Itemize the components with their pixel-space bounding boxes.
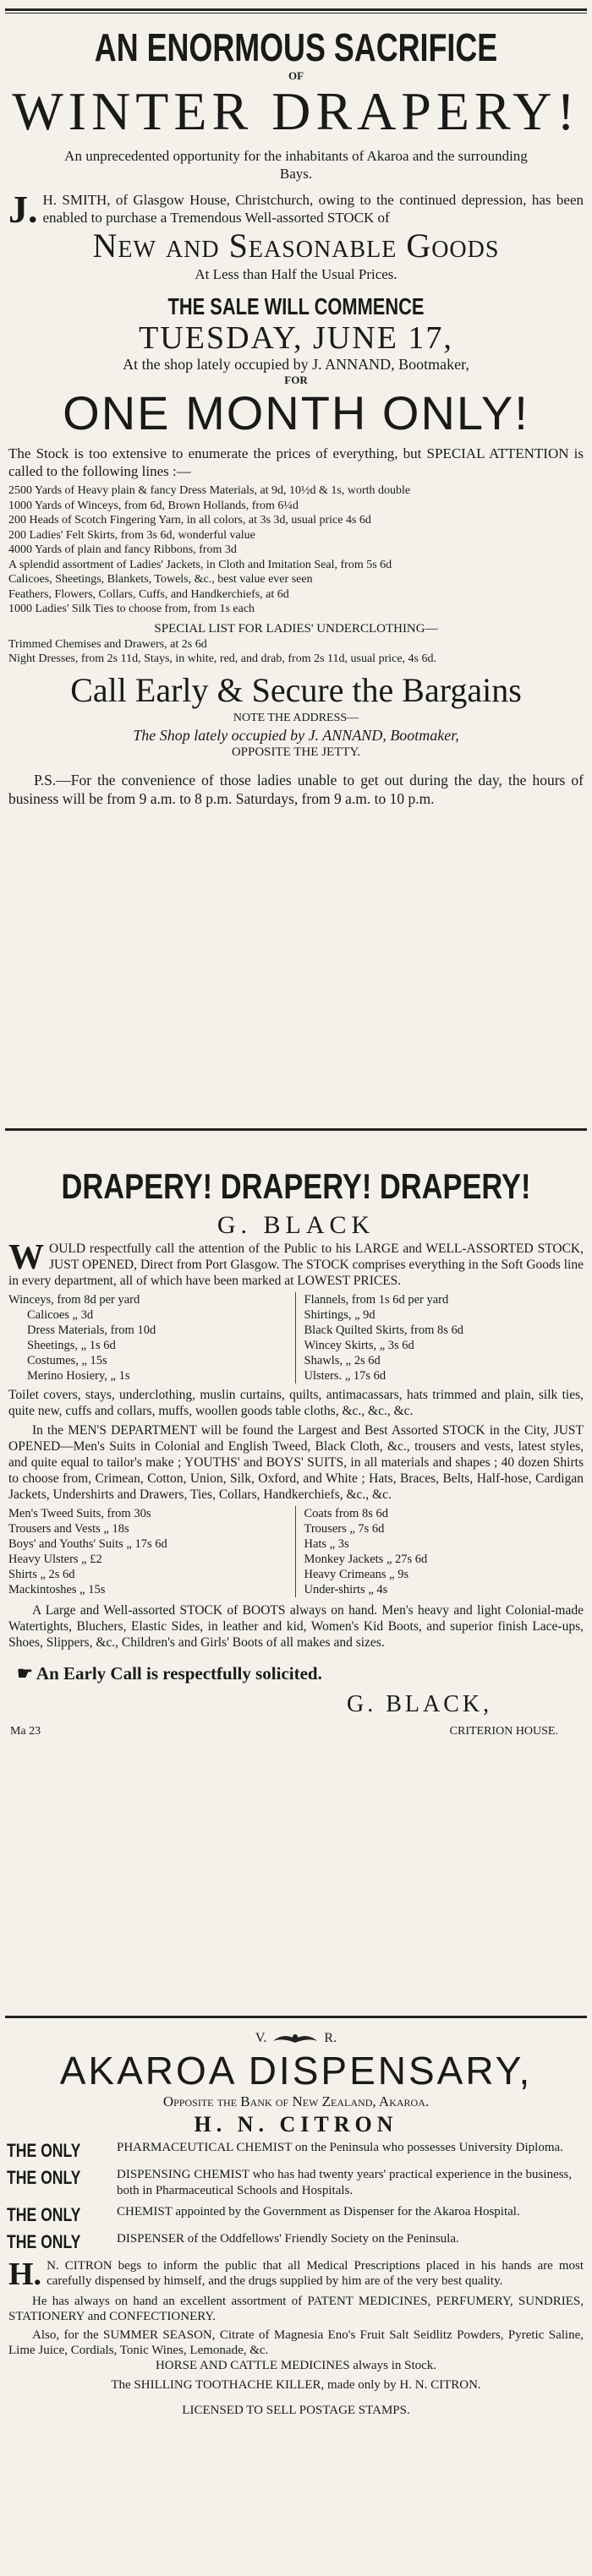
list-item: 200 Heads of Scotch Fingering Yarn, in all colors, at 3s 3d, usual price 4s 6d <box>8 514 371 527</box>
ad3-only-label: THE ONLY <box>7 2167 81 2188</box>
ad3-crest-row <box>0 2028 592 2049</box>
table-row: Calicoes „ 3d <box>27 1308 94 1322</box>
ad2-house: CRITERION HOUSE. <box>449 1725 558 1738</box>
ad1-half-price: At Less than Half the Usual Prices. <box>195 266 397 282</box>
list-item: THE ONLY CHEMIST appointed by the Government as Dispenser for the Akaroa Hospital. <box>7 2204 520 2225</box>
ad3-only-label: THE ONLY <box>7 2231 81 2252</box>
table-row: Monkey Jackets „ 27s 6d <box>304 1553 428 1566</box>
list-item: Feathers, Flowers, Collars, Cuffs, and Handkerchiefs, at 6d <box>8 587 289 601</box>
ad1-date: TUESDAY, JUNE 17, <box>139 320 453 356</box>
list-item: Trimmed Chemises and Drawers, at 2s 6d <box>8 637 207 651</box>
divider-1 <box>5 1128 587 1131</box>
table-row: Merino Hosiery, „ 1s <box>27 1369 130 1383</box>
list-item: A splendid assortment of Ladies' Jackets, in Cloth and Imitation Seal, from 5s 6d <box>8 558 392 571</box>
table-row: Boys' and Youths' Suits „ 17s 6d <box>8 1537 167 1551</box>
ad3-shilling: The SHILLING TOOTHACHE KILLER, made only by H. N. CITRON. <box>111 2378 481 2392</box>
ad1-opposite: OPPOSITE THE JETTY. <box>231 745 361 759</box>
list-item: 200 Ladies' Felt Skirts, from 3s 6d, wonderful value <box>8 528 255 542</box>
ad1-headline2: WINTER DRAPERY! <box>12 81 580 141</box>
ad1-address: The Shop lately occupied by J. ANNAND, Bootmaker, <box>133 726 459 744</box>
ad3-body: H. N. CITRON begs to inform the public that all Medical Prescriptions placed in his hands are most carefully dispensed by himself, and the drugs supplied by him are of the very best quality. <box>8 2257 584 2292</box>
table-row: Trousers and Vests „ 18s <box>8 1522 129 1536</box>
table-row: Trousers „ 7s 6d <box>304 1522 385 1536</box>
ad2-right-prices <box>296 1292 584 1384</box>
ad3-only-label: THE ONLY <box>7 2204 81 2225</box>
list-item: Night Dresses, from 2s 11d, Stays, in white, red, and drab, from 2s 11d, usual price, 4s 6d. <box>8 652 436 665</box>
ad1-ps: P.S.—For the convenience of those ladies unable to get out during the day, the hours of business will be from 9 a.m. to 8 p.m. Saturdays, from 9 a.m. to 10 p.m. <box>8 771 584 807</box>
table-row: Shawls, „ 2s 6d <box>304 1354 381 1367</box>
ad2-boots: A Large and Well-assorted STOCK of BOOTS always on hand. Men's heavy and light Colonial-made Watertights, Bluchers, Elastic Sides, in leather and kid, Women's Kid Boots, and superior finish Lace-ups, Shoes, Slippers, &c., Children's and Girls' Boots of all makes and sizes. <box>8 1603 584 1650</box>
table-row: Ulsters. „ 17s 6d <box>304 1369 386 1383</box>
ad3-name: H. N. CITRON <box>194 2112 398 2137</box>
ad3-patent: He has always on hand an excellent assortment of PATENT MEDICINES, PERFUMERY, SUNDRIES, STATIONERY and CONFECTIONERY. <box>8 2295 584 2323</box>
ad1-headline1: AN ENORMOUS SACRIFICE <box>94 25 498 69</box>
ad1-stock-text: The Stock is too extensive to enumerate the prices of everything, but SPECIAL ATTENTION is called to the following lines :— <box>8 445 584 479</box>
ad2-drop-letter: W <box>8 1238 44 1277</box>
ad2-name: G. BLACK <box>217 1211 375 1239</box>
table-row: Flannels, from 1s 6d per yard <box>304 1293 449 1307</box>
ad1-under-lines <box>8 637 584 667</box>
list-item: THE ONLY DISPENSER of the Oddfellows' Friendly Society on the Peninsula. <box>7 2231 459 2252</box>
ad3-headline: AKAROA DISPENSARY, <box>59 2049 533 2093</box>
dispensary-ad <box>0 2028 592 2419</box>
ad1-lines <box>8 483 584 617</box>
black-drapery-ad <box>0 1166 592 1738</box>
list-item: 1000 Yards of Winceys, from 6d, Brown Hollands, from 6¼d <box>8 499 299 512</box>
ad1-intro: An unprecedented opportunity for the inhabitants of Akaroa and the surrounding Bays. <box>64 148 528 182</box>
ad1-shop: At the shop lately occupied by J. ANNAND, Bootmaker, <box>123 356 469 373</box>
ad2-date-code: Ma 23 <box>10 1725 41 1738</box>
ad2-price-table <box>8 1292 584 1384</box>
winter-drapery-ad <box>0 25 592 808</box>
ad1-drop-letter: J. <box>8 188 38 231</box>
table-row: Winceys, from 8d per yard <box>8 1293 140 1307</box>
ad2-early-call: An Early Call is respectfully solicited. <box>36 1663 322 1684</box>
table-row: Black Quilted Skirts, from 8s 6d <box>304 1323 463 1337</box>
list-item: 1000 Ladies' Silk Ties to choose from, from 1s each <box>8 603 255 615</box>
ad3-opposite: Opposite the Bank of New Zealand, Akaroa. <box>162 2093 430 2109</box>
ad2-body: WOULD respectfully call the attention of the Public to his LARGE and WELL-ASSORTED STOCK, JUST OPENED, Direct from Port Glasgow. The STOCK comprises everything in the Soft Goods line in every department, all of which have been marked at LOWEST PRICES. <box>8 1238 584 1288</box>
list-item: THE ONLY PHARMACEUTICAL CHEMIST on the Peninsula who possesses University Diploma. <box>7 2140 563 2161</box>
table-row: Shirts „ 2s 6d <box>8 1568 75 1581</box>
ad2-mens-table <box>8 1506 584 1597</box>
list-item: Calicoes, Sheetings, Blankets, Towels, &c., best value ever seen <box>8 573 313 586</box>
ad1-one-month: ONE MONTH ONLY! <box>63 386 529 439</box>
table-row: Shirtings, „ 9d <box>304 1308 375 1322</box>
list-item: 2500 Yards of Heavy plain & fancy Dress Materials, at 9d, 10½d & 1s, worth double <box>8 484 411 497</box>
ad2-men-right <box>296 1506 584 1597</box>
table-row: Sheetings, „ 1s 6d <box>27 1339 116 1352</box>
table-row: Heavy Crimeans „ 9s <box>304 1568 409 1581</box>
ad3-r: R. <box>324 2031 337 2045</box>
ad2-headline: DRAPERY! DRAPERY! DRAPERY! <box>61 1166 531 1206</box>
ad3-summer: Also, for the SUMMER SEASON, Citrate of Magnesia Eno's Fruit Salt Seidlitz Powders, Pyretic Saline, Lime Juice, Cordials, Tonic Wines, Lemonade, &c. <box>8 2328 584 2357</box>
ad1-sale-commence: THE SALE WILL COMMENCE <box>167 293 425 319</box>
ad3-drop-letter: H. <box>8 2257 42 2292</box>
divider-2 <box>5 2016 587 2018</box>
list-item: 4000 Yards of plain and fancy Ribbons, from 3d <box>8 543 237 556</box>
ad2-footer <box>10 1725 558 1738</box>
ad1-for: FOR <box>284 374 308 386</box>
royal-crest-icon <box>270 2031 321 2046</box>
table-row: Dress Materials, from 10d <box>27 1323 156 1337</box>
ad3-horse: HORSE AND CATTLE MEDICINES always in Stock. <box>155 2359 437 2372</box>
ad3-licensed: LICENSED TO SELL POSTAGE STAMPS. <box>182 2404 410 2417</box>
table-row: Men's Tweed Suits, from 30s <box>8 1507 151 1520</box>
ad3-v: V. <box>255 2031 267 2045</box>
ad2-early-call-row <box>17 1662 584 1684</box>
ad2-mens: In the MEN'S DEPARTMENT will be found the Largest and Best Assorted STOCK in the City, JUST OPENED—Men's Suits in Colonial and English Tweed, Black Cloth, &c., trousers and vests, latest styles, and quite equal to tailor's make ; YOUTHS' and BOYS' SUITS, in all materials and shapes ; 40 dozen Shirts to choose from, Crimean, Cotton, Union, Silk, Oxford, and White ; Hats, Braces, Belts, Half-hose, Cardigan Jackets, Undershirts and Drawers, Ties, Collars, Handkerchiefs, &c., &c. <box>8 1423 584 1502</box>
ad1-goods: New and Seasonable Goods <box>92 226 500 265</box>
ad2-sign-name: G. BLACK, <box>347 1691 493 1717</box>
ad2-misc: Toilet covers, stays, underclothing, muslin curtains, quilts, antimacassars, hats trimmed and plain, silk ties, quite new, cuffs and collars, muffs, woollen goods table cloths, &c., &c., &c. <box>8 1388 584 1418</box>
ad1-note: NOTE THE ADDRESS— <box>233 711 359 724</box>
ad3-only-list <box>0 2140 592 2253</box>
ad1-special-list: SPECIAL LIST FOR LADIES' UNDERCLOTHING— <box>154 621 438 636</box>
table-row: Hats „ 3s <box>304 1537 349 1551</box>
table-row: Costumes, „ 15s <box>27 1354 107 1367</box>
ad1-body: J. H. SMITH, of Glasgow House, Christchurch, owing to the continued depression, has been enabled to purchase a Tremendous Well-assorted STOCK of <box>8 188 584 231</box>
ad1-call-early: Call Early & Secure the Bargains <box>70 670 522 709</box>
list-item: THE ONLY DISPENSING CHEMIST who has had twenty years' practical experience in the business, both in Pharmaceutical Schools and Hospitals. <box>7 2167 573 2197</box>
pointing-hand-icon: ☛ <box>17 1663 33 1684</box>
table-row: Mackintoshes „ 15s <box>8 1583 106 1596</box>
table-row: Under-shirts „ 4s <box>304 1583 388 1596</box>
top-rule <box>5 8 587 14</box>
table-row: Heavy Ulsters „ £2 <box>8 1553 102 1566</box>
ad2-left-prices <box>8 1292 296 1384</box>
ad3-only-label: THE ONLY <box>7 2140 81 2161</box>
table-row: Wincey Skirts, „ 3s 6d <box>304 1339 414 1352</box>
table-row: Coats from 8s 6d <box>304 1507 388 1520</box>
ad2-men-left <box>8 1506 296 1597</box>
ad1-of: OF <box>288 69 304 82</box>
